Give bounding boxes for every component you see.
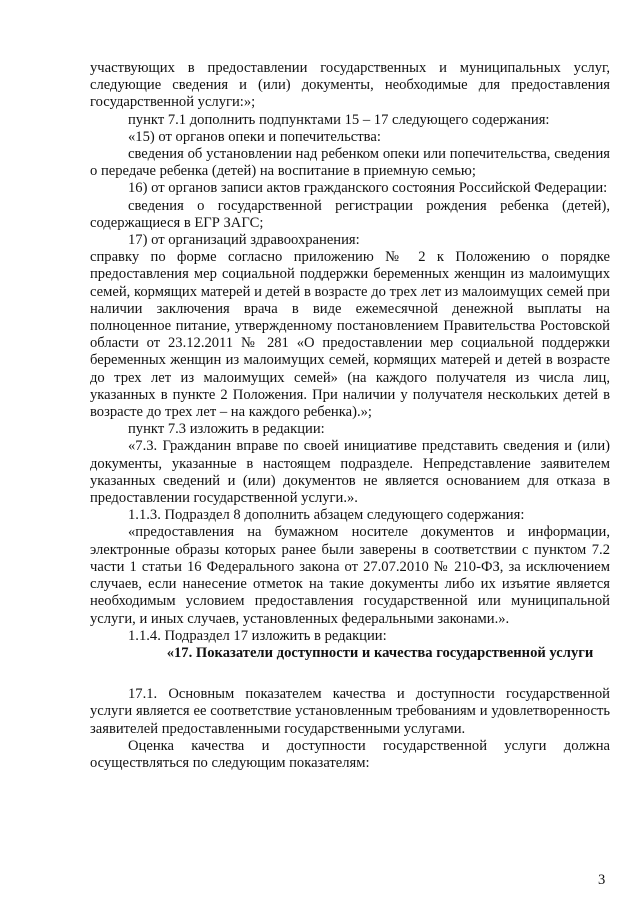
- paragraph: сведения об установлении над ребенком опеки или попечительства, сведения о передаче ребенка (детей) на воспитание в приемную семью;: [90, 146, 610, 180]
- paragraph: Оценка качества и доступности государственной услуги должна осуществляться по следующим показателям:: [90, 737, 610, 771]
- paragraph: пункт 7.1 дополнить подпунктами 15 – 17 следующего содержания:: [128, 111, 550, 128]
- paragraph: «предоставления на бумажном носителе документов и информации, электронные образы которых ранее были заверены в соответствии с пунктом 7.2 части 1 статьи 16 Федерального закона от 27.07.2010 № 210-ФЗ, за исключением случаев, если нанесение отметок на такие документы либо их изъятие является необходимым условием предоставления государственной или муниципальной услуги, и иных случаев, установленных федеральными законами.».: [90, 524, 610, 627]
- page-number: 3: [598, 872, 606, 888]
- paragraph: пункт 7.3 изложить в редакции:: [128, 421, 325, 438]
- paragraph: «15) от органов опеки и попечительства:: [128, 128, 381, 145]
- heading-gap: [90, 662, 610, 686]
- section-heading: «17. Показатели доступности и качества государственной услуги: [166, 644, 594, 661]
- document-page: [90, 60, 610, 772]
- paragraph: 16) от органов записи актов гражданского состояния Российской Федерации:: [128, 180, 608, 197]
- paragraph: «7.3. Гражданин вправе по своей инициативе представить сведения и (или) документы, указанные в настоящем подразделе. Непредставление заявителем указанных сведений и (или) документов не является основанием для отказа в предоставлении государственной услуги.».: [90, 438, 610, 507]
- paragraph: 17) от организаций здравоохранения:: [128, 232, 360, 249]
- paragraph: участвующих в предоставлении государственных и муниципальных услуг, следующие сведения и (или) документы, необходимые для предоставления государственной услуги:»;: [90, 60, 610, 111]
- paragraph: 1.1.4. Подраздел 17 изложить в редакции:: [128, 627, 387, 644]
- body-text-after-heading: [90, 686, 610, 772]
- paragraph: 17.1. Основным показателем качества и доступности государственной услуги является ее соответствие установленным требованиям и удовлетворенность заявителей предоставленными государственными услугами.: [90, 686, 610, 737]
- paragraph: справку по форме согласно приложению № 2 к Положению о порядке предоставления мер социальной поддержки беременных женщин из малоимущих семей, кормящих матерей и детей в возрасте до трех лет из малоимущих семей при наличии заключения врача в виде ежемесячной денежной выплаты на полноценное питание, утвержденному постановлением Правительства Ростовской области от 23.12.2011 № 281 «О предоставлении мер социальной поддержки беременных женщин из малоимущих семей, кормящих матерей и детей в возрасте до трех лет из малоимущих семей» (на каждого получателя из числа лиц, указанных в пункте 2 Положения. При наличии у получателя нескольких детей в возрасте до трех лет – на каждого ребенка).»;: [90, 249, 610, 421]
- paragraph: 1.1.3. Подраздел 8 дополнить абзацем следующего содержания:: [128, 507, 525, 524]
- paragraph: сведения о государственной регистрации рождения ребенка (детей), содержащиеся в ЕГР ЗАГС;: [90, 197, 610, 231]
- body-text-before-heading: [90, 60, 610, 645]
